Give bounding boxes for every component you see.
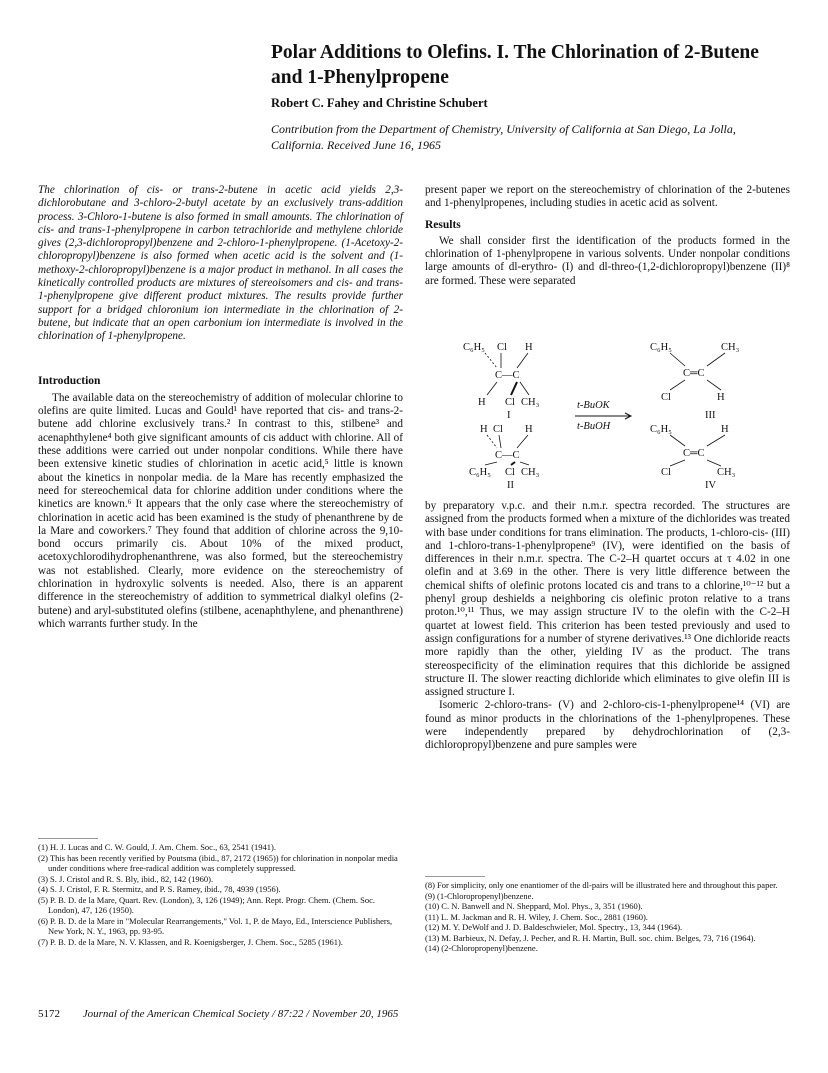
struct-II-label: II — [507, 480, 514, 488]
struct-II-tr: H — [525, 424, 533, 435]
footnote-right-0: (8) For simplicity, only one enantiomer of the dl-pairs will be illustrated here and throughout this paper. — [425, 880, 778, 890]
struct-I-tm: Cl — [497, 342, 507, 353]
reagent-top: t-BuOK — [577, 400, 610, 411]
struct-IV-br: CH₃ — [717, 467, 736, 478]
intro-text: The available data on the stereochemistry of addition of molecular chlorine to olefins are quite limited. Lucas and Gould¹ have reported that cis- and trans-2-butene add chlorine exclusively trans.² In contrast to this, stilbene³ and acenaphthylene⁴ both give significant amounts of cis adduct with chlorine. All of these additions were carried out under nonpolar conditions. While there have been extensive kinetic studies of chlorination in acetic acid,⁵ little is known about the kinetics in nonpolar media. de la Mare has recently emphasized the need for stereochemical data for chlorine addition under conditions where the kinetics are known.⁶ It appears that the only case where the stereochemistry of chlorination in acetic acid has been examined is the study of phenanthrene by de la Mare and coworkers.⁷ They found that addition of chlorine across the 9,10-bond occurs primarily cis. About 10% of the mixed product, acetoxychlorodihydrophenanthrene, was also formed, but the stereochemistry was not established. Clearly, more evidence on the stereochemistry of chlorination in hydroxylic solvents is needed. Also, there is an apparent difference in the stereochemistry of addition to symmetrical dialkyl olefins (2-butene) and aryl-substituted olefins (stilbene, acenaphthylene, and phenanthrene) which warrants further study. In the — [38, 391, 403, 630]
right-column-top — [425, 184, 790, 288]
paper-title: Polar Additions to Olefins. I. The Chlorination of 2-Butene and 1-Phenylpropene — [271, 42, 759, 88]
struct-I-bm: Cl — [505, 397, 515, 408]
struct-IV-label: IV — [705, 480, 717, 488]
affiliation: Contribution from the Department of Chemistry, University of California at San Diego, La Jolla, California. Received June 16, 1965 — [271, 122, 736, 152]
struct-I-tr: H — [525, 342, 533, 353]
struct-I-bl: H — [478, 397, 486, 408]
struct-I-tl: C₆H₅ — [463, 342, 485, 353]
intro-heading: Introduction — [38, 374, 101, 387]
authors: Robert C. Fahey and Christine Schubert — [271, 96, 488, 110]
footnote-right-1: (9) (1-Chloropropenyl)benzene. — [425, 890, 534, 901]
footnote-left-5: (6) P. B. D. de la Mare in "Molecular Rearrangements," Vol. 1, P. de Mayo, Ed., Interscience Publishers, New York, N. Y., 1963, pp. 93-95. — [38, 915, 393, 936]
footnote-rule-left — [38, 838, 98, 839]
footnotes-right — [425, 880, 790, 954]
struct-III-br: H — [717, 392, 725, 403]
struct-IV-tr: H — [721, 424, 729, 435]
right-intro-text: present paper we report on the stereochemistry of chlorination of the 2-butenes and 1-phenylpropenes, including studies in acetic acid as solvent. — [425, 184, 790, 210]
footnote-right-6: (14) (2-Chloropropenyl)benzene. — [425, 943, 538, 953]
footnote-right-2: (10) C. N. Banwell and N. Sheppard, Mol. Phys., 3, 351 (1960). — [425, 901, 643, 911]
struct-II-bm: Cl — [505, 467, 515, 478]
struct-II-core: C—C — [495, 450, 520, 461]
results-heading: Results — [425, 218, 461, 231]
footnotes-left — [38, 842, 403, 947]
struct-II-tl: H — [480, 424, 488, 435]
struct-IV-tl: C₆H₅ — [650, 424, 672, 435]
right-column-body — [425, 500, 790, 753]
abstract: The chlorination of cis- or trans-2-butene in acetic acid yields 2,3-dichlorobutane and 3-chloro-2-butyl acetate by an exclusively trans-addition process. 3-Chloro-1-butene is also formed in small amounts. The chlorination of cis- and trans-1-phenylpropene in carbon tetrachloride and methylene chloride gives (2,3-dichloropropyl)benzene and 2-chloro-1-phenylpropene. (1-Acetoxy-2-chloropropyl)benzene is also formed when acetic acid is the solvent and (1-methoxy-2-chloropropyl)benzene is a major product in methanol. In all cases the kinetically controlled products are mixtures of stereoisomers and cis- and trans-1-phenylpropene give different product mixtures. The results provide further support for a bridged chloronium ion intermediate in the chlorination of 2-butene, but indicate that an open carbonium ion intermediate is involved in the chlorination of 1-phenylpropene. — [38, 184, 403, 343]
struct-I-br: CH₃ — [521, 397, 540, 408]
right-body-text: by preparatory v.p.c. and their n.m.r. spectra recorded. The structures are assigned from the products formed when a mixture of the dichlorides was treated with base under conditions for trans elimination. The products, 1-chloro-cis- (III) and 1-chloro-trans-1-phenylpropene⁹ (IV), were identified on the basis of differences in their n.m.r. spectra. The C-2–H quartet occurs at τ 4.02 in one olefin and at 3.69 in the other. There is very little difference between the chemical shifts of olefinic protons located cis and trans to a chlorine,¹⁰⁻¹² but a phenyl group deshields a neighboring cis olefinic proton relative to a trans proton.¹⁰,¹¹ Thus, we may assign structure IV to the olefin with the C-2–H quartet at lowest field. This criterion has been tested previously and used to assign configurations for a number of styrene derivatives.¹³ One dichloride reacts more rapidly than the other, yielding IV as the product. The trans stereospecificity of the elimination requires that this dichloride be assigned structure II. The slower reacting dichloride which eliminates to give olefin III is assigned structure I. — [425, 500, 790, 699]
reagent-bottom: t-BuOH — [577, 421, 611, 432]
footnote-left-1: (2) This has been recently verified by Poutsma (ibid., 87, 2172 (1965)) for chlorination in nonpolar media under conditions where free-radical addition was completely suppressed. — [38, 852, 398, 873]
footnote-rule-right — [425, 876, 485, 877]
struct-IV-core: C═C — [683, 448, 705, 459]
footnote-left-2: (3) S. J. Cristol and R. S. Bly, ibid., 82, 142 (1960). — [38, 873, 214, 884]
journal-citation: Journal of the American Chemical Society / 87:22 / November 20, 1965 — [82, 1008, 399, 1020]
results-text: We shall consider first the identification of the products formed in the chlorination of 1-phenylpropene in various solvents. Under nonpolar conditions large amounts of dl-erythro- (I) and dl-threo-(1,2-dichloropropyl)benzene (II)⁸ are formed. These were separated — [425, 234, 790, 287]
struct-IV-bl: Cl — [661, 467, 671, 478]
struct-II-bl: C₆H₅ — [469, 467, 491, 478]
footnote-left-0: (1) H. J. Lucas and C. W. Gould, J. Am. Chem. Soc., 63, 2541 (1941). — [38, 842, 276, 852]
struct-III-core: C═C — [683, 368, 705, 379]
struct-II-br: CH₃ — [521, 467, 540, 478]
struct-III-tr: CH₃ — [721, 342, 740, 353]
struct-III-tl: C₆H₅ — [650, 342, 672, 353]
struct-III-bl: Cl — [661, 392, 671, 403]
footnote-right-5: (13) M. Barbieux, N. Defay, J. Pecher, and R. H. Martin, Bull. soc. chim. Belges, 73, 716 (1964). — [425, 932, 756, 943]
page-number: 5172 — [38, 1008, 60, 1020]
struct-III-label: III — [705, 410, 716, 421]
struct-I-core: C—C — [495, 370, 520, 381]
structure-diagram — [425, 338, 790, 488]
footnote-left-6: (7) P. B. D. de la Mare, N. V. Klassen, and R. Koenigsberger, J. Chem. Soc., 5285 (1961). — [38, 936, 343, 947]
footnote-right-4: (12) M. Y. DeWolf and J. D. Baldeschwieler, Mol. Spectry., 13, 344 (1964). — [425, 922, 683, 932]
struct-I-label: I — [507, 410, 511, 421]
footnote-left-3: (4) S. J. Cristol, F. R. Stermitz, and P. S. Ramey, ibid., 78, 4939 (1956). — [38, 884, 281, 894]
footnote-left-4: (5) P. B. D. de la Mare, Quart. Rev. (London), 3, 126 (1949); Ann. Rept. Progr. Chem. (Chem. Soc. London), 47, 126 (1950). — [38, 894, 376, 915]
page-footer — [38, 1008, 398, 1020]
left-column — [38, 184, 403, 631]
struct-II-tm: Cl — [493, 424, 503, 435]
footnote-right-3: (11) L. M. Jackman and R. H. Wiley, J. Chem. Soc., 2881 (1960). — [425, 911, 648, 922]
right-body-text-2: Isomeric 2-chloro-trans- (V) and 2-chloro-cis-1-phenylpropene¹⁴ (VI) are found as minor products in the chlorinations of the 1-phenylpropenes. These were independently prepared by dehydrochlorination of (2,3-dichloropropyl)benzene and pure samples were — [425, 699, 790, 752]
